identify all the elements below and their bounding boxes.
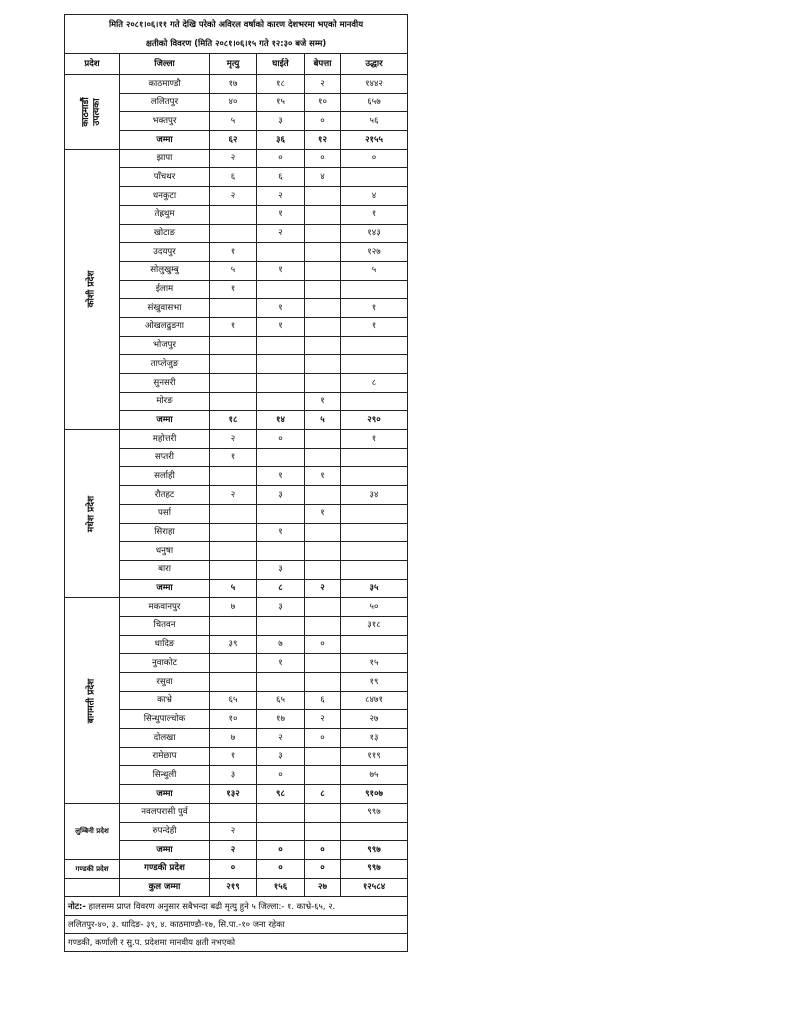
cell-deaths <box>210 654 257 673</box>
header-missing: बेपत्ता <box>305 54 341 75</box>
cell-rescued <box>341 355 408 374</box>
cell-rescued: ९९७ <box>341 859 408 878</box>
cell-missing <box>305 430 341 449</box>
cell-deaths <box>210 523 257 542</box>
cell-deaths: १३२ <box>210 785 257 804</box>
cell-district: ओखलढुङगा <box>120 317 210 336</box>
cell-missing: ५ <box>305 411 341 430</box>
cell-rescued: ७५ <box>341 766 408 785</box>
cell-rescued: १ <box>341 299 408 318</box>
cell-district: सोलुखुम्बु <box>120 261 210 280</box>
cell-injured <box>257 504 305 523</box>
province-name <box>87 271 98 308</box>
note-line-1 <box>65 897 408 916</box>
province-name <box>65 826 119 836</box>
cell-deaths: २ <box>210 486 257 505</box>
province-cell <box>65 75 120 150</box>
grand-total-row <box>65 878 408 897</box>
province-name-line: कोशी प्रदेश <box>86 270 97 308</box>
cell-rescued <box>341 523 408 542</box>
cell-district: सिराहा <box>120 523 210 542</box>
cell-missing: ० <box>305 841 341 860</box>
cell-deaths <box>210 374 257 393</box>
cell-missing <box>305 747 341 766</box>
cell-injured: ८ <box>257 579 305 598</box>
cell-injured: ० <box>257 430 305 449</box>
cell-rescued: १३ <box>341 729 408 748</box>
cell-district: महोत्तरी <box>120 430 210 449</box>
cell-injured: २ <box>257 729 305 748</box>
cell-missing <box>305 374 341 393</box>
cell-rescued: ५० <box>341 598 408 617</box>
province-name-line: काठमाडौं <box>81 97 91 127</box>
cell-district: सर्लाही <box>120 467 210 486</box>
cell-deaths: १ <box>210 317 257 336</box>
table-row <box>65 430 408 449</box>
province-name-line: मधेश प्रदेश <box>86 495 97 532</box>
cell-missing <box>305 822 341 841</box>
province-cell <box>65 598 120 804</box>
cell-injured <box>257 280 305 299</box>
cell-rescued <box>341 448 408 467</box>
cell-missing: १ <box>305 467 341 486</box>
cell-injured: ३ <box>257 747 305 766</box>
cell-injured: १ <box>257 654 305 673</box>
cell-rescued <box>341 822 408 841</box>
cell-deaths: १ <box>210 747 257 766</box>
table-row <box>65 75 408 94</box>
cell-injured: २ <box>257 187 305 206</box>
cell-rescued: ९१०७ <box>341 785 408 804</box>
cell-rescued: ३४ <box>341 486 408 505</box>
grand-total-missing: २७ <box>305 878 341 897</box>
note-line-3: गण्डकी, कर्णाली र सु.प. प्रदेशमा मानवीय क्षती नभएको <box>65 934 408 952</box>
cell-missing: १ <box>305 504 341 523</box>
cell-rescued: ८ <box>341 374 408 393</box>
cell-missing: १० <box>305 93 341 112</box>
cell-district: मोरङ <box>120 392 210 411</box>
province-name-line: बागमती प्रदेश <box>86 678 97 723</box>
province-name-line: लुम्बिनी प्रदेश <box>75 827 109 836</box>
cell-missing <box>305 317 341 336</box>
cell-rescued: १ <box>341 317 408 336</box>
cell-district: सप्तरी <box>120 448 210 467</box>
cell-rescued <box>341 280 408 299</box>
cell-district: जम्मा <box>120 131 210 150</box>
cell-rescued: २१५५ <box>341 131 408 150</box>
province-name <box>87 496 98 532</box>
total-row <box>65 859 408 878</box>
cell-district: जम्मा <box>120 411 210 430</box>
cell-missing <box>305 542 341 561</box>
cell-rescued <box>341 392 408 411</box>
casualty-table <box>64 14 408 952</box>
title-row-2 <box>65 34 408 54</box>
header-rescued: उद्धार <box>341 54 408 75</box>
cell-district: ललितपुर <box>120 93 210 112</box>
cell-district: धनुषा <box>120 542 210 561</box>
cell-district: झापा <box>120 149 210 168</box>
cell-missing <box>305 673 341 692</box>
cell-injured: १८ <box>257 75 305 94</box>
cell-rescued <box>341 560 408 579</box>
title-line-2: क्षतीको विवरण (मिति २०८१।०६।१५ गते १२:३० बजे सम्म) <box>65 34 408 54</box>
header-row <box>65 54 408 75</box>
cell-missing <box>305 261 341 280</box>
cell-district: जम्मा <box>120 579 210 598</box>
cell-injured: २ <box>257 224 305 243</box>
cell-district: भोजपुर <box>120 336 210 355</box>
cell-deaths: ५ <box>210 261 257 280</box>
table-row <box>65 149 408 168</box>
cell-district: मकवानपुर <box>120 598 210 617</box>
header-injured: घाईते <box>257 54 305 75</box>
cell-district: ताप्लेजुङ <box>120 355 210 374</box>
cell-district: जम्मा <box>120 785 210 804</box>
cell-deaths: १ <box>210 448 257 467</box>
cell-injured: ३ <box>257 112 305 131</box>
cell-injured: ३ <box>257 598 305 617</box>
cell-district: सिन्धुली <box>120 766 210 785</box>
cell-missing <box>305 486 341 505</box>
cell-injured <box>257 392 305 411</box>
cell-deaths: २ <box>210 841 257 860</box>
note-row-3 <box>65 934 408 952</box>
note-row-2 <box>65 916 408 934</box>
note-line-2: ललितपुर-४०, ३. धादिङ- ३९, ४. काठमाण्डौ-१७, सि.पा.-१० जना रहेका <box>65 916 408 934</box>
cell-rescued: १ <box>341 205 408 224</box>
cell-district: पाँचथर <box>120 168 210 187</box>
cell-missing <box>305 523 341 542</box>
cell-injured: ७ <box>257 635 305 654</box>
cell-injured: १ <box>257 205 305 224</box>
cell-missing: ० <box>305 149 341 168</box>
cell-rescued: ९९७ <box>341 841 408 860</box>
table-row <box>65 803 408 822</box>
cell-deaths <box>210 803 257 822</box>
cell-deaths: २ <box>210 430 257 449</box>
grand-total-injured: १५६ <box>257 878 305 897</box>
cell-rescued: १९ <box>341 673 408 692</box>
cell-district: रौतहट <box>120 486 210 505</box>
cell-district: उदयपुर <box>120 243 210 262</box>
cell-deaths: ७ <box>210 598 257 617</box>
cell-rescued: ० <box>341 149 408 168</box>
grand-total-blank <box>65 878 120 897</box>
grand-total-district: कुल जम्मा <box>120 878 210 897</box>
cell-rescued: ३५ <box>341 579 408 598</box>
cell-rescued <box>341 635 408 654</box>
cell-district: खोटाङ <box>120 224 210 243</box>
table-row <box>65 598 408 617</box>
cell-district: गण्डकी प्रदेश <box>120 859 210 878</box>
cell-injured: ० <box>257 766 305 785</box>
cell-missing <box>305 355 341 374</box>
cell-injured: १ <box>257 523 305 542</box>
province-name <box>87 678 98 723</box>
province-cell <box>65 430 120 598</box>
cell-missing: १२ <box>305 131 341 150</box>
cell-injured: ३ <box>257 560 305 579</box>
cell-injured: १७ <box>257 710 305 729</box>
cell-rescued: ८४७१ <box>341 691 408 710</box>
cell-injured: ९८ <box>257 785 305 804</box>
grand-total-deaths: २१९ <box>210 878 257 897</box>
cell-injured <box>257 803 305 822</box>
cell-injured: ३६ <box>257 131 305 150</box>
cell-district: पर्सा <box>120 504 210 523</box>
cell-deaths <box>210 224 257 243</box>
cell-missing <box>305 766 341 785</box>
title-line-1: मिति २०८१।०६।११ गते देखि परेको अविरल वर्षाको कारण देशभरमा भएको मानवीय <box>65 15 408 35</box>
cell-deaths: ६५ <box>210 691 257 710</box>
cell-deaths: २ <box>210 187 257 206</box>
cell-rescued: २७ <box>341 710 408 729</box>
cell-missing <box>305 654 341 673</box>
cell-district: काभ्रे <box>120 691 210 710</box>
cell-deaths: ५ <box>210 112 257 131</box>
cell-deaths: ७ <box>210 729 257 748</box>
cell-deaths <box>210 616 257 635</box>
cell-injured: १ <box>257 299 305 318</box>
cell-deaths: ५ <box>210 579 257 598</box>
cell-deaths <box>210 504 257 523</box>
cell-injured <box>257 673 305 692</box>
cell-injured: १ <box>257 317 305 336</box>
cell-district: चितवन <box>120 616 210 635</box>
province-cell <box>65 149 120 429</box>
cell-district: काठमाण्डौ <box>120 75 210 94</box>
cell-deaths: १७ <box>210 75 257 94</box>
cell-district: नवलपरासी पुर्व <box>120 803 210 822</box>
province-name-line: गण्डकी प्रदेश <box>75 864 109 873</box>
cell-missing: ० <box>305 112 341 131</box>
province-name-line: उपत्यका <box>92 98 102 126</box>
cell-deaths: २ <box>210 822 257 841</box>
province-cell <box>65 803 120 859</box>
cell-missing: ० <box>305 859 341 878</box>
cell-injured: ० <box>257 149 305 168</box>
cell-injured <box>257 542 305 561</box>
cell-rescued: ५ <box>341 261 408 280</box>
cell-rescued: १ <box>341 430 408 449</box>
cell-district: भक्तपुर <box>120 112 210 131</box>
cell-injured <box>257 822 305 841</box>
cell-district: धादिङ <box>120 635 210 654</box>
cell-district: दोलखा <box>120 729 210 748</box>
document-page <box>64 14 407 952</box>
cell-missing: ८ <box>305 785 341 804</box>
cell-rescued: १४४२ <box>341 75 408 94</box>
province-cell <box>65 859 120 878</box>
cell-deaths: १८ <box>210 411 257 430</box>
cell-injured: १४ <box>257 411 305 430</box>
cell-injured: १ <box>257 467 305 486</box>
cell-rescued <box>341 467 408 486</box>
cell-missing <box>305 336 341 355</box>
cell-rescued <box>341 542 408 561</box>
cell-deaths: ६ <box>210 168 257 187</box>
cell-district: रसुवा <box>120 673 210 692</box>
cell-deaths: ४० <box>210 93 257 112</box>
cell-deaths <box>210 336 257 355</box>
header-province: प्रदेश <box>65 54 120 75</box>
cell-deaths <box>210 299 257 318</box>
cell-district: तेह्रथुम <box>120 205 210 224</box>
cell-rescued: १५ <box>341 654 408 673</box>
cell-district: सुनसरी <box>120 374 210 393</box>
cell-missing: ० <box>305 729 341 748</box>
cell-missing <box>305 280 341 299</box>
cell-missing: २ <box>305 710 341 729</box>
cell-missing: २ <box>305 579 341 598</box>
cell-deaths <box>210 560 257 579</box>
cell-rescued: ४ <box>341 187 408 206</box>
cell-deaths: १ <box>210 280 257 299</box>
cell-deaths <box>210 205 257 224</box>
cell-injured <box>257 616 305 635</box>
cell-missing: ४ <box>305 168 341 187</box>
cell-missing <box>305 187 341 206</box>
cell-district: नुवाकोट <box>120 654 210 673</box>
cell-rescued: ६५७ <box>341 93 408 112</box>
cell-missing: १ <box>305 392 341 411</box>
cell-district: सिन्धुपाल्चोक <box>120 710 210 729</box>
title-row-1 <box>65 15 408 35</box>
cell-deaths: २ <box>210 149 257 168</box>
cell-district: बारा <box>120 560 210 579</box>
cell-injured: १ <box>257 261 305 280</box>
cell-missing <box>305 598 341 617</box>
cell-deaths <box>210 392 257 411</box>
cell-rescued: ५६ <box>341 112 408 131</box>
cell-injured <box>257 448 305 467</box>
cell-missing <box>305 243 341 262</box>
cell-missing: ६ <box>305 691 341 710</box>
cell-missing <box>305 224 341 243</box>
cell-deaths <box>210 673 257 692</box>
cell-injured: १५ <box>257 93 305 112</box>
cell-district: ईलाम <box>120 280 210 299</box>
cell-deaths <box>210 355 257 374</box>
cell-rescued: १४३ <box>341 224 408 243</box>
province-name <box>65 864 119 874</box>
cell-injured <box>257 355 305 374</box>
cell-district: संखुवासभा <box>120 299 210 318</box>
cell-injured: ६५ <box>257 691 305 710</box>
cell-rescued: २९० <box>341 411 408 430</box>
cell-rescued <box>341 168 408 187</box>
cell-rescued <box>341 504 408 523</box>
cell-missing: २ <box>305 75 341 94</box>
cell-injured: ० <box>257 841 305 860</box>
cell-district: रामेछाप <box>120 747 210 766</box>
cell-missing <box>305 560 341 579</box>
cell-deaths: ३ <box>210 766 257 785</box>
cell-missing <box>305 803 341 822</box>
cell-rescued: ३१८ <box>341 616 408 635</box>
cell-deaths: ० <box>210 859 257 878</box>
header-deaths: मृत्यु <box>210 54 257 75</box>
cell-rescued: ९९७ <box>341 803 408 822</box>
cell-deaths: १ <box>210 243 257 262</box>
cell-rescued: १२७ <box>341 243 408 262</box>
grand-total-rescued: १२५८४ <box>341 878 408 897</box>
cell-deaths: १० <box>210 710 257 729</box>
cell-district: रुपन्देही <box>120 822 210 841</box>
cell-missing <box>305 205 341 224</box>
note-row-1 <box>65 897 408 916</box>
cell-missing <box>305 616 341 635</box>
cell-injured: ० <box>257 859 305 878</box>
cell-missing: ० <box>305 635 341 654</box>
note-text-1: हालसम्म प्राप्त विवरण अनुसार सबैभन्दा बढी मृत्यु हुने ५ जिल्ला:- १. काभ्रे-६५, २. <box>85 901 336 912</box>
cell-deaths <box>210 542 257 561</box>
province-name <box>81 97 103 126</box>
cell-rescued: ११९ <box>341 747 408 766</box>
cell-deaths <box>210 467 257 486</box>
cell-rescued <box>341 336 408 355</box>
cell-injured <box>257 374 305 393</box>
cell-injured <box>257 243 305 262</box>
cell-deaths: ३९ <box>210 635 257 654</box>
header-district: जिल्ला <box>120 54 210 75</box>
cell-district: जम्मा <box>120 841 210 860</box>
cell-district: धनकुटा <box>120 187 210 206</box>
cell-injured <box>257 336 305 355</box>
cell-missing <box>305 448 341 467</box>
cell-deaths: ६२ <box>210 131 257 150</box>
cell-missing <box>305 299 341 318</box>
cell-injured: ३ <box>257 486 305 505</box>
note-label: नोट:- <box>68 901 86 912</box>
cell-injured: ६ <box>257 168 305 187</box>
